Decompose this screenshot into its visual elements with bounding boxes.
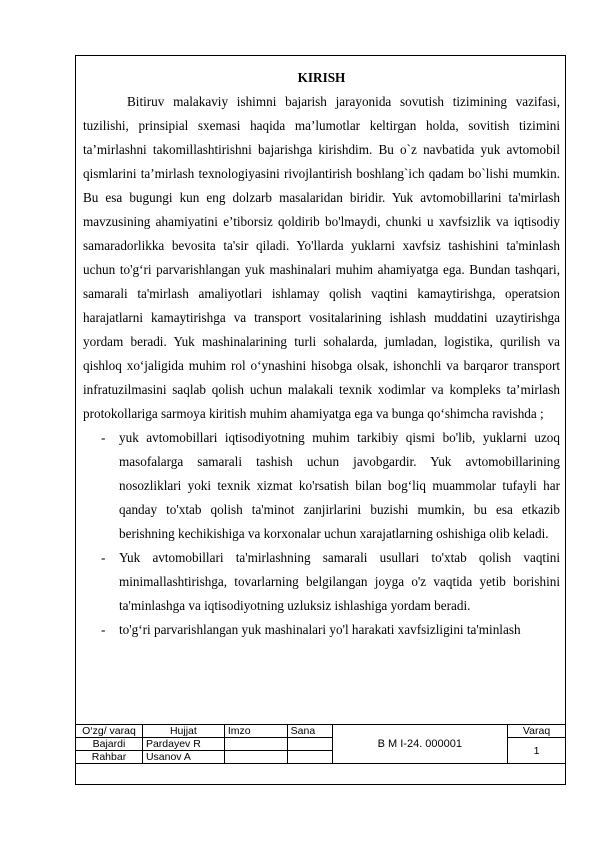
role-label: Bajardi (76, 738, 143, 751)
page-number: 1 (508, 738, 566, 764)
header-document: Hujjat (142, 725, 224, 738)
title-block-table (75, 724, 566, 783)
document-body (83, 66, 560, 642)
list-item-text: to'g‘ri parvarishlangan yuk mashinalari yo'l harakati xavfsizligini ta'minlash (119, 622, 521, 637)
role-label: Rahbar (76, 751, 143, 764)
list-item-text: Yuk avtomobillari ta'mirlashning samarali usullari to'xtab qolish vaqtini minimallashtirishga, tovarlarning belgilangan joyga o'z vaqtida yetib borishini ta'minlashga va iqtisodiyotning uzluksiz ishlashiga yordam beradi. (119, 550, 560, 613)
list-item (83, 546, 560, 618)
document-code: B M I-24. 000001 (332, 725, 508, 764)
person-name: Usanov A (142, 751, 224, 764)
list-item-text: yuk avtomobillari iqtisodiyotning muhim tarkibiy qismi bo'lib, yuklarni uzoq masofalarga samarali tashish uchun javobgardir. Yuk avtomobillarining nosozliklari yoki texnik xizmat ko'rsatish bilan bog‘liq muammolar tufayli har qanday to'xtab qolish ta'minot zanjirlarini buzishi mumkin, bu esa etkazib berishning kechikishiga va korxonalar uchun xarajatlarning oshishiga olib keladi. (119, 430, 560, 541)
intro-paragraph: Bitiruv malakaviy ishimni bajarish jarayonida sovutish tizimining vazifasi, tuzilishi, prinsipial sxemasi haqida ma’lumotlar keltirgan holda, sovitish tizimini ta’mirlashni takomillashtirishni bajarishga kirishdim. Bu o`z navbatida yuk avtomobil qismlarini ta’mirlash texnologiyasini rivojlantirish boshlang`ich qadam bo`lishi mumkin. Bu esa bugungi kun eng dolzarb masalaridan biridir. Yuk avtomobillarini ta'mirlash mavzusining ahamiyatini e’tiborsiz qoldirib bo'lmaydi, chunki u xavfsizlik va iqtisodiy samaradorlikka bevosita ta'sir qiladi. Yo'llarda yuklarni xavfsiz tashishini ta'minlash uchun to'g‘ri parvarishlangan yuk mashinalari muhim ahamiyatga ega. Bundan tashqari, samarali ta'mirlash amaliyotlari ishlamay qolish vaqtini kamaytirishga, operatsion harajatlarni kamaytirishga va transport vositalarining ishlash muddatini uzaytirishga yordam beradi. Yuk mashinalarining turli sohalarda, jumladan, logistika, qurilish va qishloq xo‘jaligida muhim rol o‘ynashini hisobga olsak, ishonchli va barqaror transport infratuzilmasini saqlab qolish uchun malakali texnik xodimlar va kompleks ta’mirlash protokollariga sarmoya kiritish muhim ahamiyatga ega va bunga qo‘shimcha ravishda ; (83, 94, 560, 421)
date-cell (287, 751, 332, 764)
header-date: Sana (287, 725, 332, 738)
section-title: KIRISH (297, 70, 346, 85)
list-item (83, 618, 560, 642)
list-dash: - (101, 430, 106, 445)
person-name: Pardayev R (142, 738, 224, 751)
header-sheet: Varaq (508, 725, 566, 738)
list-dash: - (101, 550, 106, 565)
signature-cell (224, 751, 287, 764)
header-change-sheet: O‘zg/ varaq (76, 725, 143, 738)
header-signature: Imzo (224, 725, 287, 738)
signature-cell (224, 738, 287, 751)
list-dash: - (101, 622, 106, 637)
bullet-list (83, 426, 560, 642)
title-block-header-row (76, 725, 566, 738)
title-block-spacer-row (76, 764, 566, 784)
list-item (83, 426, 560, 546)
spacer-cell (76, 764, 566, 784)
date-cell (287, 738, 332, 751)
